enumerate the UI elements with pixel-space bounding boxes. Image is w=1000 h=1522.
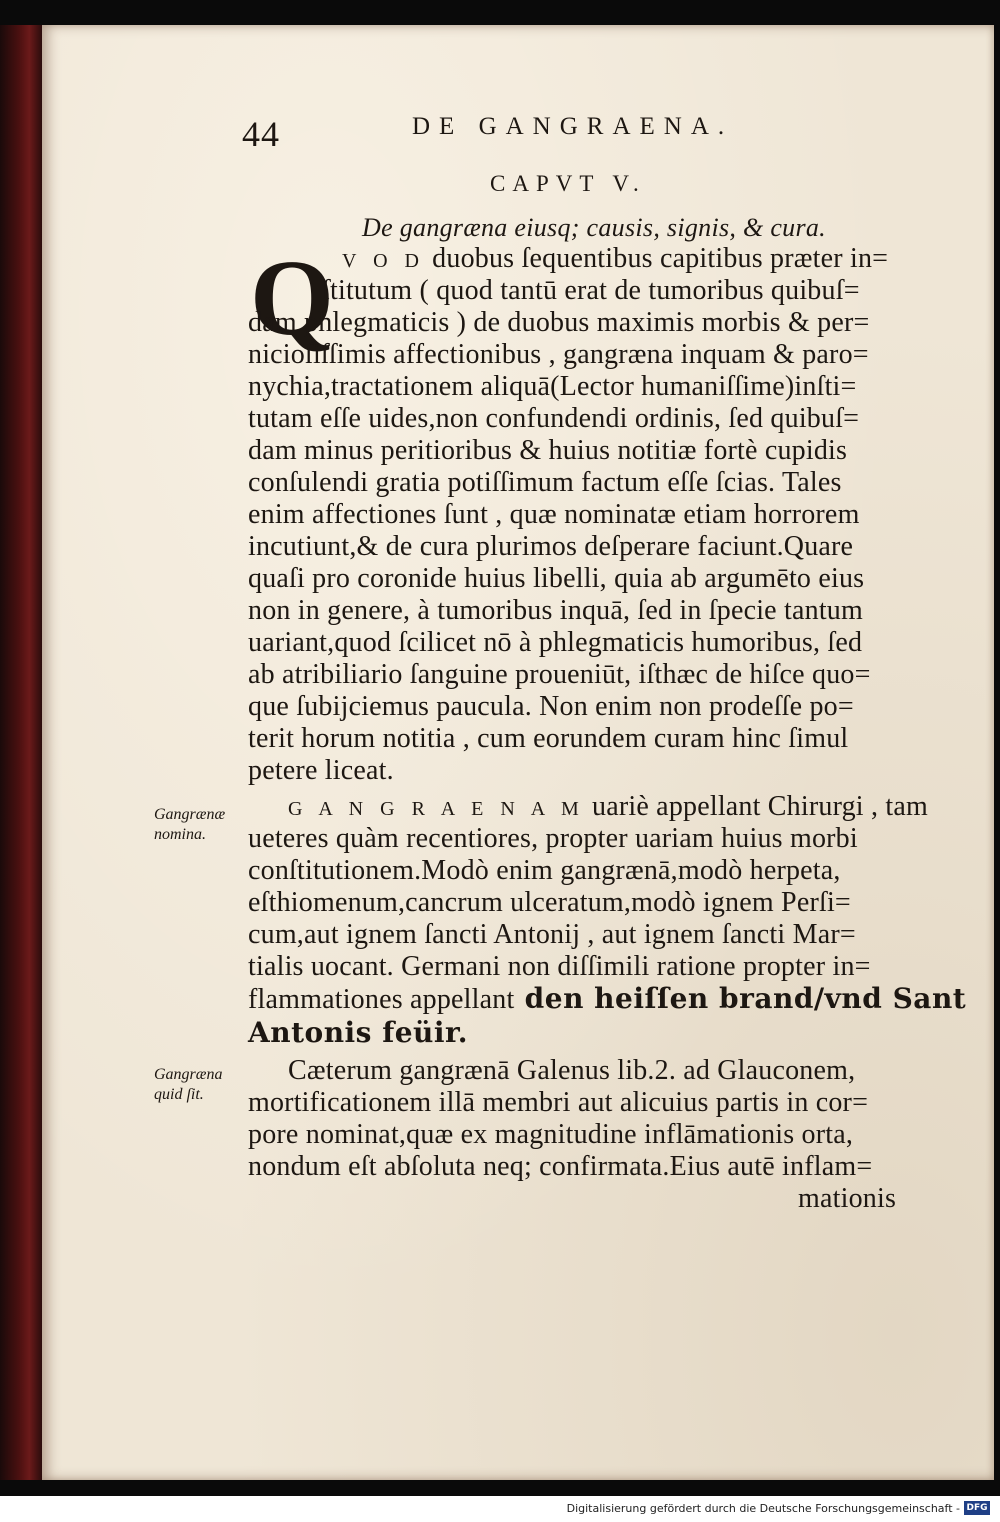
line-text: flammationes appellant <box>248 984 515 1015</box>
text-line: terit horum notitia , cum eorundem curam hinc ſimul <box>248 723 849 754</box>
book-spine-edge <box>0 25 42 1480</box>
small-caps-opening: G A N G R A E N A M <box>288 798 585 820</box>
text-line: petere liceat. <box>248 755 394 786</box>
text-line: ueteres quàm recentiores, propter uariam huius morbi <box>248 823 858 854</box>
text-line: nychia,tractationem aliquā(Lector humaniſſime)inſti= <box>248 371 857 402</box>
text-line: ſtitutum ( quod tantū erat de tumoribus quibuſ= <box>322 275 860 306</box>
small-caps-opening: V O D <box>342 250 425 272</box>
text-line: Cæterum gangrænā Galenus lib.2. ad Glauconem, <box>288 1055 856 1086</box>
text-line: nicioſiſſimis affectionibus , gangræna inquam & paro= <box>248 339 869 370</box>
marginal-note-line: Gangræna <box>154 1066 223 1083</box>
drop-cap: Q <box>250 239 335 358</box>
text-line: non in genere, à tumoribus inquā, ſed in ſpecie tantum <box>248 595 863 626</box>
text-line: eſthiomenum,cancrum ulceratum,modò ignem Perſi= <box>248 887 851 918</box>
running-head: DE GANGRAENA. <box>412 113 734 140</box>
text-line: ab atribiliario ſanguine proueniūt, iſthæc de hiſce quo= <box>248 659 871 690</box>
dfg-logo: DFG <box>964 1501 990 1515</box>
funding-credit: Digitalisierung gefördert durch die Deutsche Forschungsgemeinschaft - <box>566 1502 960 1515</box>
text-line <box>342 243 888 277</box>
text-line: nondum eſt abſoluta neq; confirmata.Eius autē inflam= <box>248 1151 873 1182</box>
text-line: incutiunt,& de cura plurimos deſperare faciunt.Quare <box>248 531 854 562</box>
catchword: mationis <box>798 1183 897 1214</box>
book-page <box>42 25 994 1480</box>
text-line: dam minus peritioribus & huius notitiæ fortè cupidis <box>248 435 848 466</box>
text-line: dam phlegmaticis ) de duobus maximis morbis & per= <box>248 307 870 338</box>
marginal-note-line: Gangrænæ <box>154 806 226 823</box>
text-line: conſulendi gratia potiſſimum factum eſſe ſcias. Tales <box>248 467 842 498</box>
text-line: cum,aut ignem ſancti Antonij , aut ignem ſancti Mar= <box>248 919 856 950</box>
blackletter-line: Antonis feüir. <box>248 1016 468 1049</box>
text-line: uariant,quod ſcilicet nō à phlegmaticis humoribus, ſed <box>248 627 863 658</box>
chapter-subtitle: De gangræna eiusq; causis, signis, & cura. <box>362 213 826 242</box>
text-line <box>288 791 928 825</box>
chapter-title: CAPVT V. <box>490 171 646 196</box>
text-line: quaſi pro coronide huius libelli, quia ab argumēto eius <box>248 563 865 594</box>
text-line: conſtitutionem.Modò enim gangrænā,modò herpeta, <box>248 855 841 886</box>
marginal-note <box>154 1065 222 1105</box>
marginal-note-line: quid ſit. <box>154 1086 204 1103</box>
text-line: enim affectiones ſunt , quæ nominatæ etiam horrorem <box>248 499 860 530</box>
blackletter-text: den heiſſen brand/vnd Sant <box>514 982 967 1015</box>
text-line: mortificationem illā membri aut alicuius partis in cor= <box>248 1087 869 1118</box>
marginal-note-line: nomina. <box>154 826 206 843</box>
text-line: tialis uocant. Germani non diſſimili ratione propter in= <box>248 951 871 982</box>
line-text: duobus ſequentibus capitibus præter in= <box>424 243 889 274</box>
text-line: pore nominat,quæ ex magnitudine inflāmationis orta, <box>248 1119 854 1150</box>
text-line: tutam eſſe uides,non confundendi ordinis, ſed quibuſ= <box>248 403 860 434</box>
text-line: que ſubijciemus paucula. Non enim non prodeſſe po= <box>248 691 854 722</box>
line-text: uariè appellant Chirurgi , tam <box>584 791 928 822</box>
text-line <box>248 983 966 1016</box>
marginal-note <box>154 805 225 845</box>
page-number: 44 <box>242 114 280 154</box>
